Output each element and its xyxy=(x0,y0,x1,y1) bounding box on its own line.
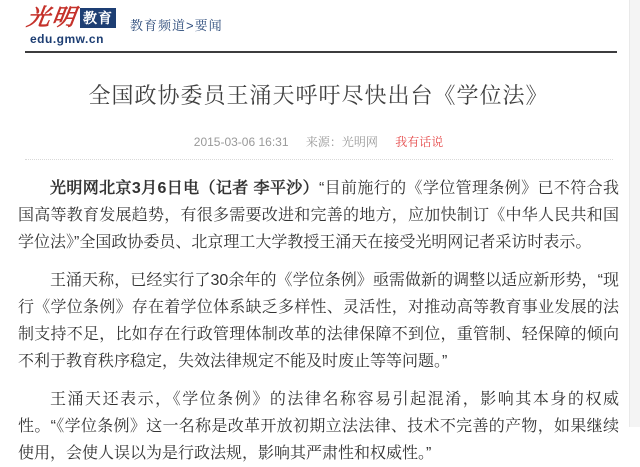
article-paragraph: 光明网北京3月6日电（记者 李平沙）“目前施行的《学位管理条例》已不符合我国高等教育发展趋势，有很多需要改进和完善的地方，应加快制订《中华人民共和国学位法》”全国政协委员、北京理工大学教授王涌天在接受光明网记者采访时表示。 xyxy=(18,180,619,251)
logo-top-row xyxy=(27,6,116,30)
article-paragraph: 王涌天还表示，《学位条例》的法律名称容易引起混淆，影响其本身的权威性。“《学位条例》这一名称是改革开放初期立法法律、技术不完善的产物，如果继续使用，会使人误以为是行政法规，影响其严肃性和权威性。” xyxy=(18,391,619,462)
article-source: 来源：光明网 xyxy=(305,135,378,149)
article-page xyxy=(18,0,619,467)
header-divider-rule xyxy=(25,51,617,53)
article-paragraph: 王涌天称，已经实行了30余年的《学位条例》亟需做新的调整以适应新形势，“现行《学位条例》存在着学位体系缺乏多样性、灵活性，对推动高等教育事业发展的法制支持不足，比如存在行政管理体制改革的法律保障不到位，重管制、轻保障的倾向不利于教育秩序稳定，失效法律规定不能及时废止等等问题。” xyxy=(18,272,619,370)
gmw-education-logo[interactable] xyxy=(27,6,116,46)
meta-dotted-separator xyxy=(25,159,613,160)
gmw-brand-script: 光明 xyxy=(25,4,79,31)
comment-link[interactable]: 我有话说 xyxy=(395,135,444,149)
article-title: 全国政协委员王涌天呼吁尽快出台《学位法》 xyxy=(88,83,549,108)
page-right-gutter xyxy=(629,0,640,427)
publish-datetime: 2015-03-06 16:31 xyxy=(193,135,289,149)
site-header xyxy=(18,0,619,46)
breadcrumb[interactable]: 教育频道>要闻 xyxy=(130,18,223,33)
article-body xyxy=(18,175,619,467)
article-meta-line xyxy=(18,133,619,150)
logo-domain-text: edu.gmw.cn xyxy=(30,32,104,46)
education-channel-badge: 教育 xyxy=(80,8,116,28)
paragraph-lead: 光明网北京3月6日电（记者 李平沙） xyxy=(50,180,319,197)
